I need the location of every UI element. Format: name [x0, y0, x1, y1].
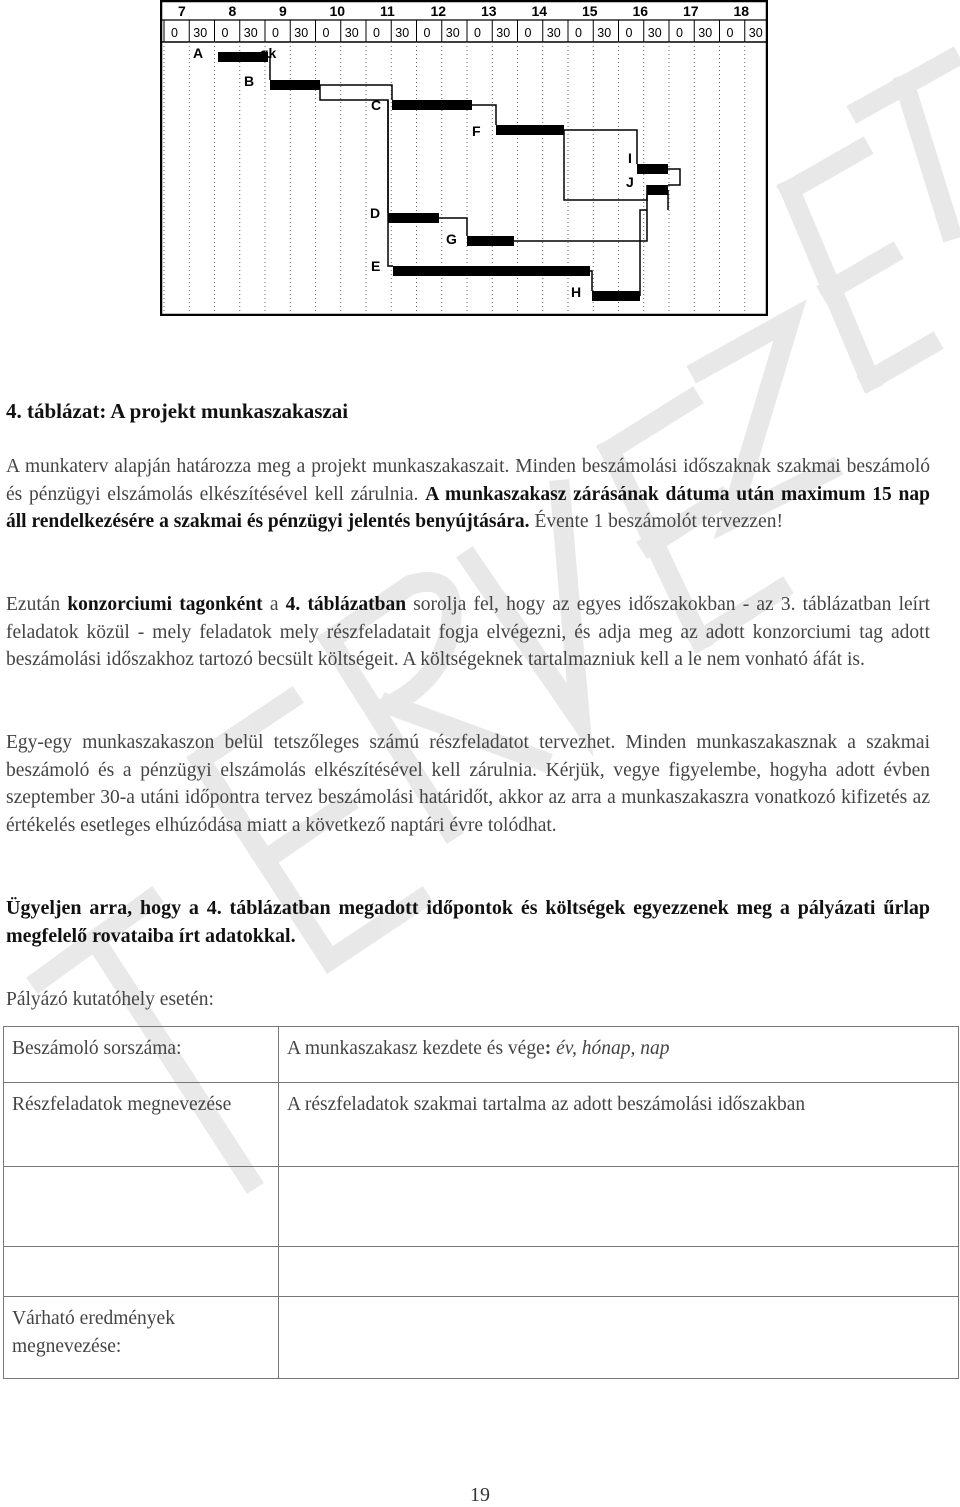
task-label: E	[371, 258, 381, 274]
day-tick-label: 30	[597, 26, 612, 40]
task-bar-g	[467, 236, 514, 246]
task-label: J	[626, 174, 634, 190]
task-bar-i	[637, 164, 668, 174]
month-tick-label: 15	[582, 3, 598, 19]
task-bar-b	[270, 80, 320, 90]
day-tick-label: 30	[243, 26, 258, 40]
task-label: F	[472, 123, 481, 139]
paragraph-text: Évente 1 beszámolót tervezzen!	[529, 511, 783, 532]
phase-dates-cell[interactable]	[279, 1027, 959, 1083]
day-tick-label: 0	[676, 26, 683, 40]
task-label: D	[370, 205, 381, 221]
month-tick-label: 8	[228, 3, 237, 19]
paragraph-bold-text: A munkaszakasz zárásának dátuma után maximum 15 nap áll rendelkezésére a szakmai és pénzügyi jelentés benyújtására.	[6, 483, 930, 532]
month-tick-label: 12	[430, 3, 447, 19]
expected-results-label: Várható eredmények megnevezése:	[12, 1308, 175, 1357]
paragraph-consortium	[6, 591, 930, 674]
colon: :	[544, 1038, 552, 1059]
day-tick-label: 30	[294, 26, 309, 40]
paragraph-text: Ezután	[6, 594, 68, 615]
day-tick-label: 0	[272, 26, 279, 40]
day-tick-label: 0	[221, 26, 229, 40]
expected-results-cell[interactable]	[4, 1297, 279, 1379]
month-tick-label: 14	[531, 3, 548, 19]
date-format-hint: év, hónap, nap	[556, 1038, 670, 1059]
day-tick-label: 0	[524, 26, 532, 40]
day-tick-label: 30	[344, 26, 359, 40]
work-phase-form	[3, 1026, 959, 1379]
task-bar-c	[392, 100, 472, 110]
day-tick-label: 0	[474, 26, 481, 40]
subtask-content-label: A részfeladatok szakmai tartalma az adott beszámolási időszakban	[287, 1094, 806, 1115]
subtask-name-cell[interactable]	[4, 1083, 279, 1167]
month-tick-label: 10	[329, 3, 346, 19]
task-bar-e	[393, 266, 590, 276]
paragraph-bold-text: 4. táblázatban	[285, 594, 407, 615]
task-label: A	[193, 45, 204, 61]
task-label: I	[628, 150, 632, 166]
milestone-label: gk	[260, 45, 277, 61]
day-tick-label: 0	[575, 26, 582, 40]
day-tick-label: 0	[171, 26, 178, 40]
task-bar-f	[496, 125, 564, 135]
day-tick-label: 30	[496, 26, 511, 40]
paragraph-work-plan	[6, 453, 930, 536]
month-tick-label: 7	[178, 3, 186, 19]
day-tick-label: 0	[625, 26, 633, 40]
day-tick-label: 0	[322, 26, 330, 40]
gantt-chart	[160, 0, 768, 316]
day-tick-label: 30	[698, 26, 713, 40]
task-label: C	[371, 97, 382, 113]
month-tick-label: 17	[683, 3, 699, 19]
paragraph-warning: Ügyeljen arra, hogy a 4. táblázatban megadott időpontok és költségek egyezzenek meg a pályázati űrlap megfelelő rovataiba írt adatokkal.	[6, 897, 930, 947]
day-tick-label: 30	[445, 26, 460, 40]
subtask-name-label: Részfeladatok megnevezése	[12, 1094, 232, 1115]
day-tick-label: 0	[423, 26, 431, 40]
month-tick-label: 16	[632, 3, 649, 19]
paragraph-text: a	[262, 594, 286, 615]
form-intro: Pályázó kutatóhely esetén:	[6, 989, 214, 1010]
day-tick-label: 30	[546, 26, 561, 40]
task-bar-j	[647, 185, 668, 195]
paragraph-text: A munkaterv alapján határozza meg a projekt munkaszakaszait. Minden beszámolási időszaknak szakmai beszámoló és pénzügyi elszámolás elkészítésével kell zárulnia.	[6, 456, 930, 505]
empty-cell[interactable]	[4, 1167, 279, 1247]
empty-cell[interactable]	[279, 1167, 959, 1247]
page-number: 19	[470, 1484, 490, 1506]
day-tick-label: 30	[395, 26, 410, 40]
paragraph-text: sorolja fel, hogy az egyes időszakokban - az 3. táblázatban leírt feladatok közül - mely feladatok mely részfeladatait fogja elvégezni, és adja meg az adott konzorciumi tag adott beszámolási időszakhoz tartozó becsült költségeit. A költségeknek tartalmazniuk kell a le nem vonható áfát is.	[6, 594, 930, 670]
phase-dates-label: A munkaszakasz kezdete és vége	[287, 1038, 545, 1059]
empty-cell[interactable]	[279, 1247, 959, 1297]
day-tick-label: 30	[647, 26, 662, 40]
day-tick-label: 0	[373, 26, 380, 40]
expected-results-value-cell[interactable]	[279, 1297, 959, 1379]
day-tick-label: 0	[726, 26, 734, 40]
paragraph-bold-text: konzorciumi tagonként	[67, 594, 263, 615]
task-label: G	[446, 231, 457, 247]
task-bar-d	[388, 213, 439, 223]
report-number-cell[interactable]	[4, 1027, 279, 1083]
section-title: 4. táblázat: A projekt munkaszakaszai	[6, 399, 349, 423]
month-tick-label: 9	[279, 3, 287, 19]
task-label: B	[244, 73, 255, 89]
month-tick-label: 11	[380, 3, 395, 19]
task-bar-h	[592, 291, 640, 301]
task-label: H	[571, 284, 582, 300]
paragraph-subtasks: Egy-egy munkaszakaszon belül tetszőleges számú részfeladatot tervezhet. Minden munkaszakasznak a szakmai beszámoló és a pénzügyi elszámolás elkészítésével kell zárulnia. Kérjük, vegye figyelembe, hogyha adott évben szeptember 30-a utáni időpontra tervez beszámolási határidőt, akkor az arra a munkaszakaszra vonatkozó kifizetés az értékelés esetleges elhúzódása miatt a következő naptári évre tolódhat.	[6, 732, 930, 836]
month-tick-label: 13	[481, 3, 497, 19]
subtask-content-cell[interactable]	[279, 1083, 959, 1167]
day-tick-label: 30	[748, 26, 763, 40]
day-tick-label: 30	[193, 26, 208, 40]
month-tick-label: 18	[733, 3, 750, 19]
empty-cell[interactable]	[4, 1247, 279, 1297]
report-number-label: Beszámoló sorszáma:	[12, 1038, 182, 1059]
